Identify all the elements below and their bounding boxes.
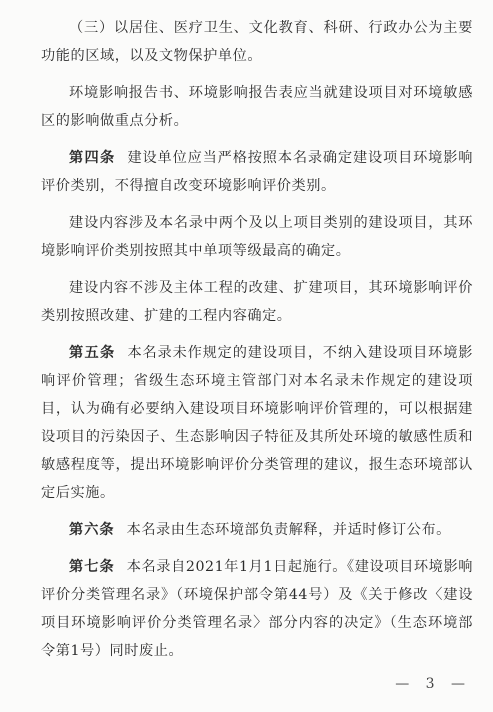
article-heading: 第五条 — [69, 345, 116, 361]
paragraph-item-3-continued — [41, 14, 473, 70]
paragraph-text: 建设内容涉及本名录中两个及以上项目类别的建设项目，其环境影响评价类别按照其中单项等级最高的确定。 — [41, 215, 473, 259]
paragraph-text: 建设单位应当严格按照本名录确定建设项目环境影响评价类别，不得擅自改变环境影响评价类别。 — [41, 150, 473, 194]
page-number: — 3 — — [395, 676, 471, 692]
paragraph-text: 本名录自2021年1月1日起施行。《建设项目环境影响评价分类管理名录》（环境保护部令第44号）及《关于修改〈建设项目环境影响评价分类管理名录〉部分内容的决定》（生态环境部令第1号）同时废止。 — [41, 559, 473, 659]
article-4 — [41, 144, 473, 200]
paragraph-text: 本名录未作规定的建设项目，不纳入建设项目环境影响评价管理；省级生态环境主管部门对本名录未作规定的建设项目，认为确有必要纳入建设项目环境影响评价管理的，可以根据建设项目的污染因子、生态影响因子特征及其所处环境的敏感性质和敏感程度等，提出环境影响评价分类管理的建议，报生态环境部认定后实施。 — [41, 345, 473, 501]
paragraph-text: 环境影响报告书、环境影响报告表应当就建设项目对环境敏感区的影响做重点分析。 — [41, 85, 473, 129]
paragraph-multiple-categories — [41, 209, 473, 265]
article-5 — [41, 339, 473, 507]
paragraph-text: 建设内容不涉及主体工程的改建、扩建项目，其环境影响评价类别按照改建、扩建的工程内容确定。 — [41, 280, 473, 324]
body-text — [41, 14, 473, 674]
article-heading: 第六条 — [69, 522, 115, 538]
paragraph-text: 本名录由生态环境部负责解释，并适时修订公布。 — [126, 522, 451, 538]
paragraph-text: （三）以居住、医疗卫生、文化教育、科研、行政办公为主要功能的区域，以及文物保护单位。 — [41, 20, 473, 64]
paragraph-reconstruction-expansion — [41, 274, 473, 330]
article-7 — [41, 553, 473, 665]
article-heading: 第四条 — [69, 150, 116, 166]
paragraph-sensitive-area-analysis — [41, 79, 473, 135]
article-6 — [41, 516, 473, 544]
article-heading: 第七条 — [69, 559, 115, 575]
